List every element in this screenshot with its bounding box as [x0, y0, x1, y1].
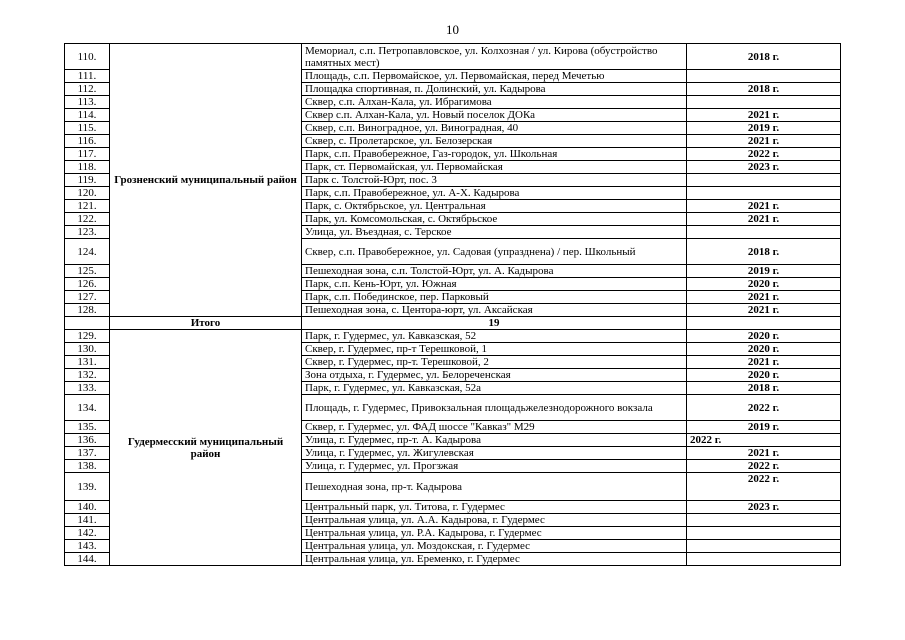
- object-description: Сквер, с. Пролетарское, ул. Белозерская: [302, 135, 687, 148]
- completion-year: 2022 г.: [687, 148, 841, 161]
- completion-year: [687, 96, 841, 109]
- row-number: 117.: [65, 148, 110, 161]
- object-description: Парк, ул. Комсомольская, с. Октябрьское: [302, 213, 687, 226]
- table-row: [65, 330, 841, 343]
- completion-year: [687, 527, 841, 540]
- completion-year: 2021 г.: [687, 304, 841, 317]
- row-number: 115.: [65, 122, 110, 135]
- row-number: 121.: [65, 200, 110, 213]
- completion-year: [687, 553, 841, 566]
- row-number: 136.: [65, 434, 110, 447]
- object-description: Парк, г. Гудермес, ул. Кавказская, 52а: [302, 382, 687, 395]
- object-description: Сквер, г. Гудермес, пр-т. Терешковой, 2: [302, 356, 687, 369]
- object-description: Парк, с.п. Правобережное, ул. А-Х. Кадырова: [302, 187, 687, 200]
- object-description: Улица, г. Гудермес, пр-т. А. Кадырова: [302, 434, 687, 447]
- object-description: Улица, г. Гудермес, ул. Жигулевская: [302, 447, 687, 460]
- table-body: [65, 44, 841, 566]
- completion-year: 2022 г.: [687, 473, 841, 501]
- object-description: Зона отдыха, г. Гудермес, ул. Белореченская: [302, 369, 687, 382]
- completion-year: 2019 г.: [687, 265, 841, 278]
- row-number: 139.: [65, 473, 110, 501]
- row-number: 133.: [65, 382, 110, 395]
- completion-year: [687, 174, 841, 187]
- object-description: Парк с. Толстой-Юрт, пос. 3: [302, 174, 687, 187]
- object-description: Улица, ул. Въездная, с. Терское: [302, 226, 687, 239]
- completion-year: 2022 г.: [687, 395, 841, 421]
- object-description: Парк, с.п. Кень-Юрт, ул. Южная: [302, 278, 687, 291]
- object-description: Центральная улица, ул. Моздокская, г. Гудермес: [302, 540, 687, 553]
- row-number: 142.: [65, 527, 110, 540]
- completion-year: 2020 г.: [687, 278, 841, 291]
- completion-year: 2018 г.: [687, 44, 841, 70]
- row-number: 123.: [65, 226, 110, 239]
- table-row: [65, 44, 841, 70]
- row-number: 141.: [65, 514, 110, 527]
- district-name: Гудермесский муниципальный район: [110, 330, 302, 566]
- completion-year: [687, 70, 841, 83]
- completion-year: 2021 г.: [687, 109, 841, 122]
- completion-year: 2019 г.: [687, 421, 841, 434]
- row-number: 144.: [65, 553, 110, 566]
- row-number: 113.: [65, 96, 110, 109]
- completion-year: 2022 г.: [687, 434, 841, 447]
- object-description: Улица, г. Гудермес, ул. Прогзжая: [302, 460, 687, 473]
- completion-year: 2022 г.: [687, 460, 841, 473]
- row-number: 125.: [65, 265, 110, 278]
- row-number: 129.: [65, 330, 110, 343]
- completion-year: 2023 г.: [687, 161, 841, 174]
- object-description: Пешеходная зона, пр-т. Кадырова: [302, 473, 687, 501]
- completion-year: 2020 г.: [687, 369, 841, 382]
- district-name: Грозненский муниципальный район: [110, 44, 302, 317]
- total-value: 19: [302, 317, 687, 330]
- completion-year: 2018 г.: [687, 239, 841, 265]
- row-number: 114.: [65, 109, 110, 122]
- completion-year: 2018 г.: [687, 382, 841, 395]
- row-number: 120.: [65, 187, 110, 200]
- row-number: 138.: [65, 460, 110, 473]
- row-number: 135.: [65, 421, 110, 434]
- row-number: 128.: [65, 304, 110, 317]
- total-label: Итого: [110, 317, 302, 330]
- object-description: Парк, с.п. Правобережное, Газ-городок, ул. Школьная: [302, 148, 687, 161]
- object-description: Сквер с.п. Алхан-Кала, ул. Новый поселок ДОКа: [302, 109, 687, 122]
- object-description: Парк, с. Октябрьское, ул. Центральная: [302, 200, 687, 213]
- completion-year: 2021 г.: [687, 291, 841, 304]
- row-number: 143.: [65, 540, 110, 553]
- object-description: Сквер, г. Гудермес, пр-т Терешковой, 1: [302, 343, 687, 356]
- object-description: Парк, ст. Первомайская, ул. Первомайская: [302, 161, 687, 174]
- completion-year: 2020 г.: [687, 343, 841, 356]
- completion-year: 2021 г.: [687, 200, 841, 213]
- row-number: 110.: [65, 44, 110, 70]
- object-description: Центральная улица, ул. Р.А. Кадырова, г. Гудермес: [302, 527, 687, 540]
- row-number: 137.: [65, 447, 110, 460]
- row-number: 122.: [65, 213, 110, 226]
- row-number: 131.: [65, 356, 110, 369]
- row-number: 140.: [65, 501, 110, 514]
- row-number: 116.: [65, 135, 110, 148]
- completion-year: 2020 г.: [687, 330, 841, 343]
- completion-year: [687, 514, 841, 527]
- completion-year: [687, 226, 841, 239]
- object-description: Пешеходная зона, с. Центора-юрт, ул. Аксайская: [302, 304, 687, 317]
- object-description: Парк, с.п. Побединское, пер. Парковый: [302, 291, 687, 304]
- completion-year: 2021 г.: [687, 356, 841, 369]
- completion-year: 2019 г.: [687, 122, 841, 135]
- row-number: 112.: [65, 83, 110, 96]
- total-empty-year: [687, 317, 841, 330]
- completion-year: 2021 г.: [687, 135, 841, 148]
- object-description: Центральная улица, ул. А.А. Кадырова, г. Гудермес: [302, 514, 687, 527]
- object-description: Площадь, г. Гудермес, Привокзальная площадьжелезнодорожного вокзала: [302, 395, 687, 421]
- row-number: 130.: [65, 343, 110, 356]
- total-row: [65, 317, 841, 330]
- row-number: 134.: [65, 395, 110, 421]
- object-description: Сквер, с.п. Алхан-Кала, ул. Ибрагимова: [302, 96, 687, 109]
- object-description: Площадь, с.п. Первомайское, ул. Первомайская, перед Мечетью: [302, 70, 687, 83]
- completion-year: 2021 г.: [687, 447, 841, 460]
- row-number: 119.: [65, 174, 110, 187]
- completion-year: 2018 г.: [687, 83, 841, 96]
- row-number: 111.: [65, 70, 110, 83]
- object-description: Площадка спортивная, п. Долинский, ул. Кадырова: [302, 83, 687, 96]
- row-number: 124.: [65, 239, 110, 265]
- completion-year: [687, 540, 841, 553]
- completion-year: [687, 187, 841, 200]
- object-description: Сквер, с.п. Правобережное, ул. Садовая (упразднена) / пер. Школьный: [302, 239, 687, 265]
- object-description: Центральный парк, ул. Титова, г. Гудермес: [302, 501, 687, 514]
- object-description: Сквер, г. Гудермес, ул. ФАД шоссе "Кавказ" М29: [302, 421, 687, 434]
- improvement-objects-table: [64, 43, 841, 566]
- total-empty-cell: [65, 317, 110, 330]
- object-description: Парк, г. Гудермес, ул. Кавказская, 52: [302, 330, 687, 343]
- object-description: Мемориал, с.п. Петропавловское, ул. Колхозная / ул. Кирова (обустройство памятных мест): [302, 44, 687, 70]
- row-number: 132.: [65, 369, 110, 382]
- row-number: 126.: [65, 278, 110, 291]
- row-number: 127.: [65, 291, 110, 304]
- object-description: Центральная улица, ул. Еременко, г. Гудермес: [302, 553, 687, 566]
- page-number: 10: [446, 22, 459, 37]
- completion-year: 2023 г.: [687, 501, 841, 514]
- object-description: Пешеходная зона, с.п. Толстой-Юрт, ул. А. Кадырова: [302, 265, 687, 278]
- completion-year: 2021 г.: [687, 213, 841, 226]
- object-description: Сквер, с.п. Виноградное, ул. Виноградная, 40: [302, 122, 687, 135]
- row-number: 118.: [65, 161, 110, 174]
